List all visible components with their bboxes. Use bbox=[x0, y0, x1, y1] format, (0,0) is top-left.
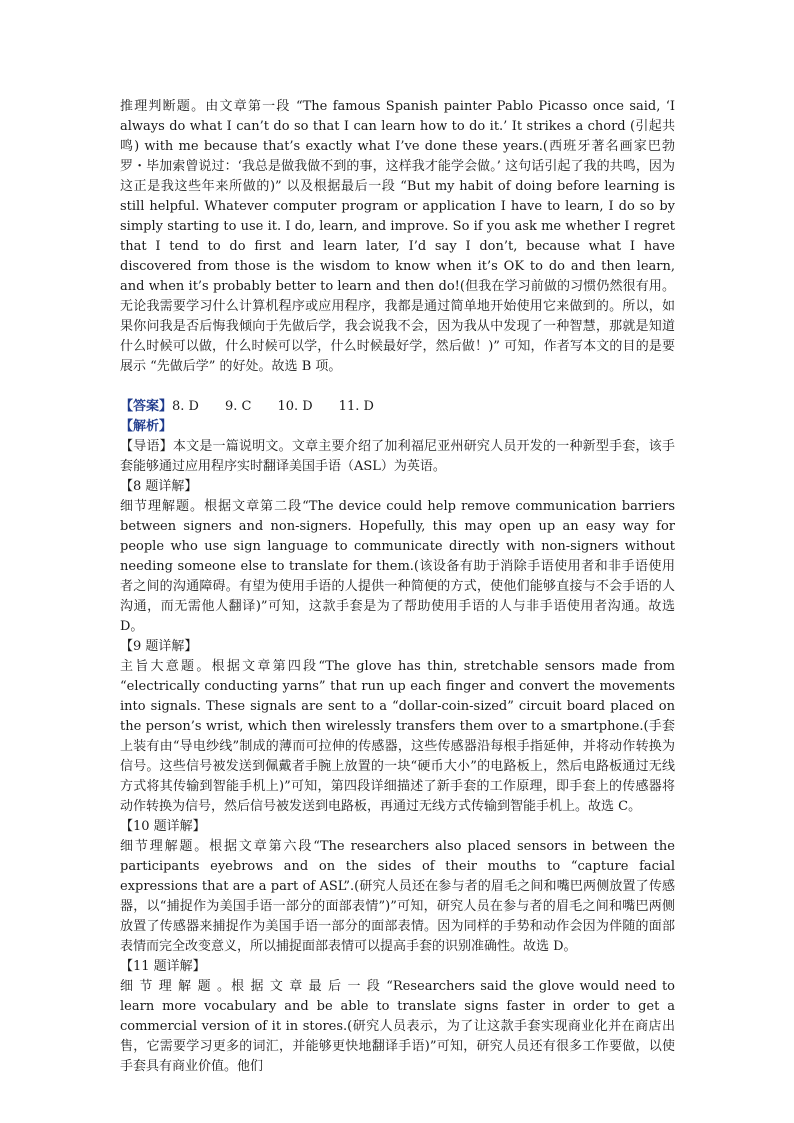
answer-line bbox=[120, 397, 675, 417]
q11-heading bbox=[120, 957, 675, 977]
intro-label: 【导语】 bbox=[120, 439, 173, 454]
answer-text: 8. D 9. C 10. D 11. D bbox=[172, 399, 374, 414]
intro-text: 本文是一篇说明文。文章主要介绍了加利福尼亚州研究人员开发的一种新型手套，该手套能够通过应用程序实时翻译美国手语（ASL）为英语。 bbox=[120, 439, 675, 474]
document-page bbox=[120, 97, 675, 1077]
q10-heading bbox=[120, 817, 675, 837]
q8-label: 【8 题详解】 bbox=[120, 479, 198, 494]
answer-label: 【答案】 bbox=[120, 399, 173, 414]
intro-paragraph bbox=[120, 437, 675, 477]
q10-label: 【10 题详解】 bbox=[120, 819, 206, 834]
analysis-line bbox=[120, 417, 675, 437]
analysis-label: 【解析】 bbox=[120, 419, 173, 434]
q10-explanation: 细节理解题。根据文章第六段“The researchers also placed sensors in between the participants eyebrows and on the sides of their mouths to “capture facial expressions that are a part of ASL”.(研究人员还在参与者的眉毛之间和嘴巴两侧放置了传感器，以“捕捉作为美国手语一部分的面部表情”)”可知，研究人员在参与者的眉毛之间和嘴巴两侧放置了传感器来捕捉作为美国手语一部分的面部表情。因为同样的手势和动作会因为伴随的面部表情而完全改变意义，所以捕捉面部表情可以提高手套的识别准确性。故选 D。 bbox=[120, 839, 675, 954]
q8-explanation: 细节理解题。根据文章第二段“The device could help remove communication barriers between signers and non-signers. Hopefully, this may open up an easy way for people who use sign language to communicate directly with non-signers without needing someone else to translate for them.(该设备有助于消除手语使用者和非手语使用者之间的沟通障碍。有望为使用手语的人提供一种简便的方式，使他们能够直接与不会手语的人沟通，而无需他人翻译)”可知，这款手套是为了帮助使用手语的人与非手语使用者沟通。故选 D。 bbox=[120, 499, 675, 634]
q9-label: 【9 题详解】 bbox=[120, 639, 198, 654]
q8-heading bbox=[120, 477, 675, 497]
question7-explanation: 推理判断题。由文章第一段 “The famous Spanish painter Pablo Picasso once said, ‘I always do what I can’t do so that I can learn how to do it.’ It strikes a chord (引起共鸣) with me because that’s exactly what I’ve done these years.(西班牙著名画家巴勃罗・毕加索曾说过：‘我总是做我做不到的事，这样我才能学会做。’ 这句话引起了我的共鸣，因为这正是我这些年来所做的)” 以及根据最后一段 “But my habit of doing before learning is still helpful. Whatever computer program or application I have to learn, I do so by simply starting to use it. I do, learn, and improve. So if you ask me whether I regret that I tend to do first and learn later, I’d say I don’t, because what I have discovered from those is the wisdom to know when it’s OK to do and then learn, and when it’s probably better to learn and then do!(但我在学习前做的习惯仍然很有用。无论我需要学习什么计算机程序或应用程序，我都是通过简单地开始使用它来做到的。所以，如果你问我是否后悔我倾向于先做后学，我会说我不会，因为我从中发现了一种智慧，那就是知道什么时候可以做，什么时候可以学，什么时候最好学，然后做！)” 可知，作者写本文的目的是要展示 “先做后学” 的好处。故选 B 项。 bbox=[120, 99, 675, 374]
q9-heading bbox=[120, 637, 675, 657]
spacer bbox=[120, 377, 675, 397]
q9-explanation: 主旨大意题。根据文章第四段“The glove has thin, stretchable sensors made from “electrically conducting yarns” that run up each finger and convert the movements into signals. These signals are sent to a “dollar-coin-sized” circuit board placed on the person’s wrist, which then wirelessly transfers them over to a smartphone.(手套上装有由“导电纱线”制成的薄而可拉伸的传感器，这些传感器沿每根手指延伸，并将动作转换为信号。这些信号被发送到佩戴者手腕上放置的一块“硬币大小”的电路板上，然后电路板通过无线方式将其传输到智能手机上)”可知，第四段详细描述了新手套的工作原理，即手套上的传感器将动作转换为信号，然后信号被发送到电路板，再通过无线方式传输到智能手机上。故选 C。 bbox=[120, 659, 675, 814]
q11-label: 【11 题详解】 bbox=[120, 959, 206, 974]
q11-explanation: 细 节 理 解 题 。根 据 文 章 最 后 一 段 “Researchers said the glove would need to learn more vocabulary and be able to translate signs faster in order to get a commercial version of it in stores.(研究人员表示，为了让这款手套实现商业化并在商店出售，它需要学习更多的词汇，并能够更快地翻译手语)”可知，研究人员还有很多工作要做，以使手套具有商业价值。他们 bbox=[120, 979, 675, 1074]
